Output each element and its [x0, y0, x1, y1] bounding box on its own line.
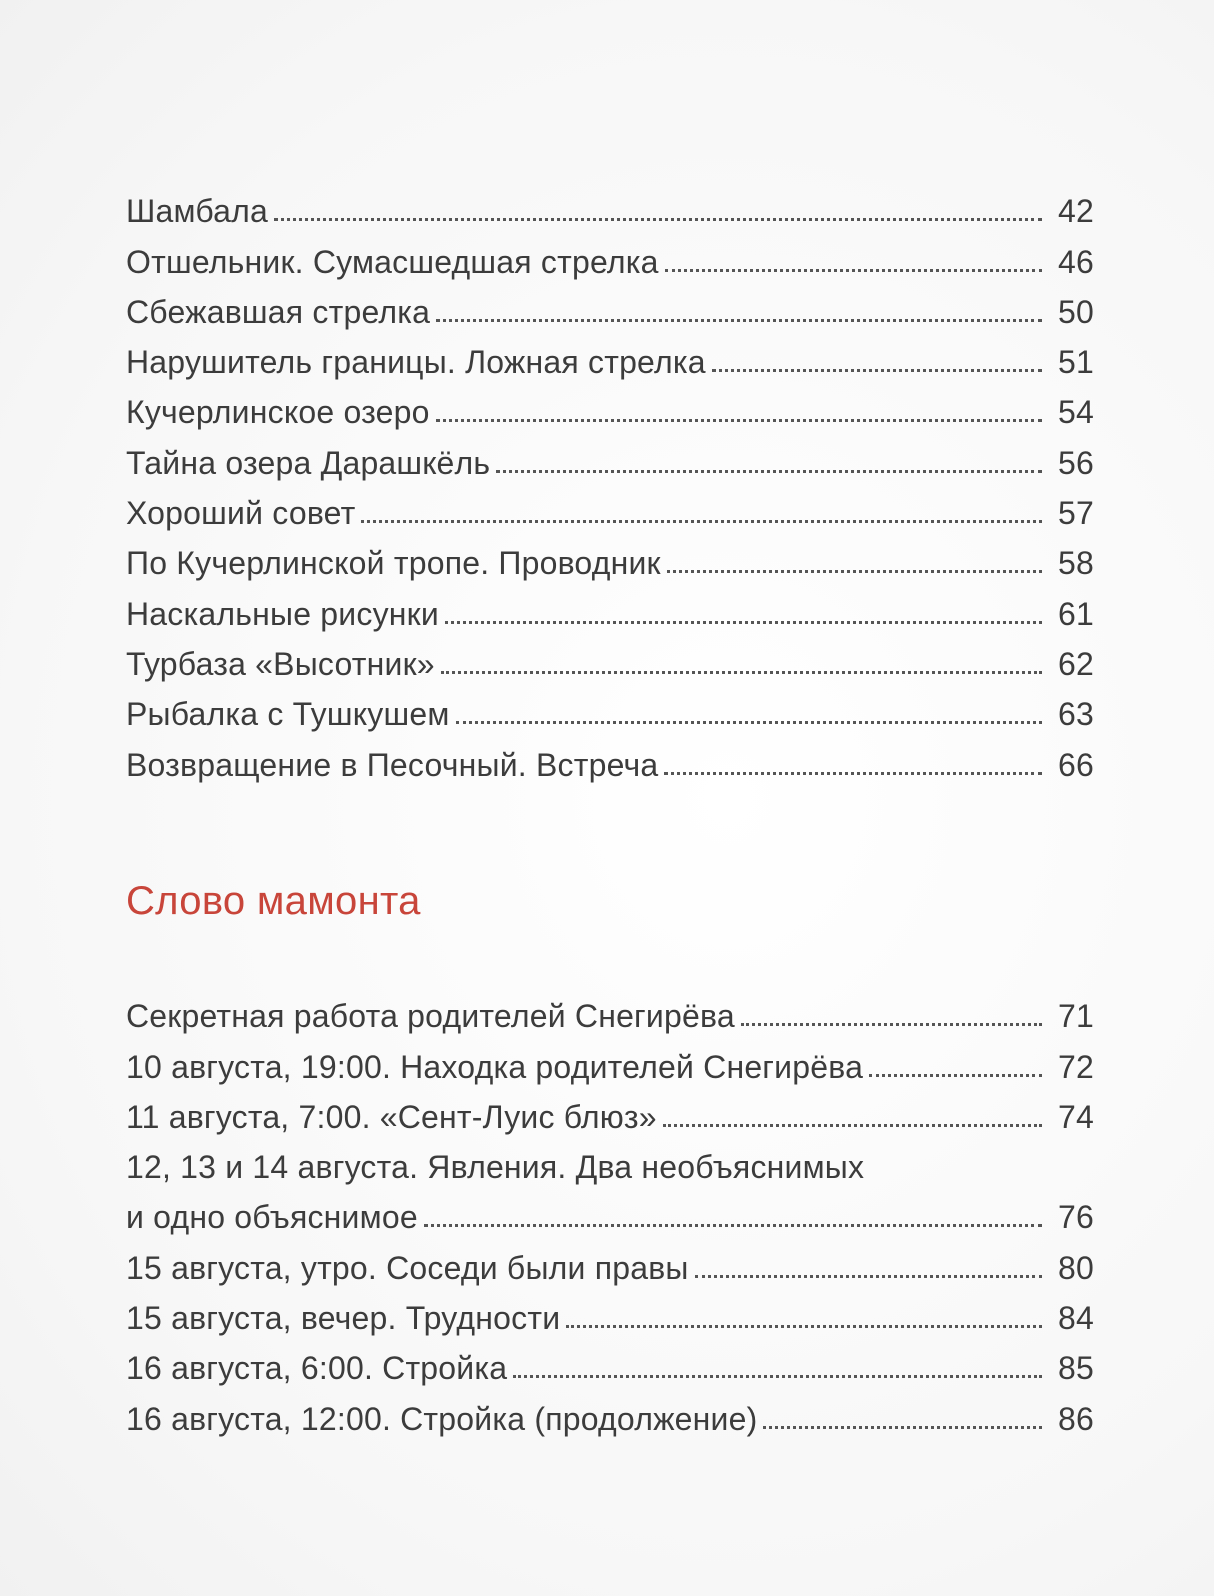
toc-entry-title: По Кучерлинской тропе. Проводник [126, 545, 661, 582]
toc-entry-title: Тайна озера Дарашкёль [126, 444, 491, 481]
toc-entry[interactable] [126, 633, 1094, 683]
toc-entry-page: 84 [1058, 1300, 1094, 1337]
dot-leader [663, 1124, 1042, 1127]
toc-entry-title: Шамбала [126, 193, 269, 230]
toc-entry-title: Наскальные рисунки [126, 595, 439, 632]
toc-entry-page: 86 [1058, 1400, 1094, 1437]
toc-entry-title: Хороший совет [126, 495, 356, 532]
toc-entry-page: 42 [1058, 193, 1094, 230]
dot-leader [445, 621, 1042, 624]
dot-leader [513, 1375, 1042, 1378]
toc-entry-title: 15 августа, вечер. Трудности [126, 1300, 561, 1337]
dot-leader [869, 1074, 1042, 1077]
toc-entry[interactable] [126, 683, 1094, 733]
toc-entry[interactable] [126, 582, 1094, 632]
toc-entry-page: 62 [1058, 645, 1094, 682]
toc-entry-page: 63 [1058, 696, 1094, 733]
toc-entry-title: Секретная работа родителей Снегирёва [126, 998, 735, 1035]
table-of-contents-part2 [126, 985, 1094, 1438]
toc-entry-title: Возвращение в Песочный. Встреча [126, 746, 659, 783]
toc-entry[interactable] [126, 482, 1094, 532]
toc-entry-page: 72 [1058, 1048, 1094, 1085]
dot-leader [436, 419, 1042, 422]
table-of-contents-part1 [126, 180, 1094, 784]
toc-entry-title: 16 августа, 12:00. Стройка (продолжение) [126, 1400, 758, 1437]
dot-leader [441, 671, 1042, 674]
toc-entry[interactable] [126, 532, 1094, 582]
toc-entry-page: 76 [1058, 1199, 1094, 1236]
toc-entry-page: 50 [1058, 293, 1094, 330]
toc-entry[interactable] [126, 281, 1094, 331]
toc-entry-first-line[interactable] [126, 1136, 1094, 1186]
toc-entry-title: Сбежавшая стрелка [126, 293, 431, 330]
dot-leader [695, 1275, 1042, 1278]
dot-leader [712, 369, 1042, 372]
dot-leader [361, 520, 1042, 523]
toc-entry[interactable] [126, 985, 1094, 1035]
dot-leader [274, 218, 1042, 221]
toc-entry[interactable] [126, 1086, 1094, 1136]
dot-leader [496, 470, 1042, 473]
toc-entry-title: 10 августа, 19:00. Находка родителей Снегирёва [126, 1048, 864, 1085]
toc-entry-page: 74 [1058, 1098, 1094, 1135]
toc-entry[interactable] [126, 180, 1094, 230]
toc-entry-page: 85 [1058, 1350, 1094, 1387]
toc-entry[interactable] [126, 230, 1094, 280]
toc-entry[interactable] [126, 1337, 1094, 1387]
dot-leader [664, 772, 1042, 775]
toc-entry-title: 15 августа, утро. Соседи были правы [126, 1249, 689, 1286]
dot-leader [763, 1426, 1042, 1429]
section-heading: Слово мамонта [126, 879, 421, 923]
toc-entry-page: 58 [1058, 545, 1094, 582]
toc-entry[interactable] [126, 1236, 1094, 1286]
toc-entry-page: 57 [1058, 495, 1094, 532]
toc-entry-page: 66 [1058, 746, 1094, 783]
toc-entry-title: Нарушитель границы. Ложная стрелка [126, 344, 706, 381]
toc-entry[interactable] [126, 431, 1094, 481]
toc-entry-page: 51 [1058, 344, 1094, 381]
dot-leader [456, 721, 1042, 724]
toc-entry-title: Рыбалка с Тушкушем [126, 696, 450, 733]
toc-entry-title: 11 августа, 7:00. «Сент-Луис блюз» [126, 1098, 657, 1135]
toc-entry-title: Отшельник. Сумасшедшая стрелка [126, 243, 659, 280]
toc-entry-page: 56 [1058, 444, 1094, 481]
toc-entry-title: и одно объяснимое [126, 1199, 418, 1236]
toc-entry[interactable] [126, 733, 1094, 783]
toc-entry-page: 71 [1058, 998, 1094, 1035]
dot-leader [424, 1224, 1042, 1227]
toc-entry-page: 46 [1058, 243, 1094, 280]
toc-entry[interactable] [126, 381, 1094, 431]
dot-leader [566, 1325, 1042, 1328]
toc-entry-title: Кучерлинское озеро [126, 394, 430, 431]
toc-entry-continuation[interactable] [126, 1186, 1094, 1236]
toc-entry[interactable] [126, 331, 1094, 381]
toc-entry-page: 54 [1058, 394, 1094, 431]
toc-entry-page: 61 [1058, 595, 1094, 632]
toc-entry[interactable] [126, 1387, 1094, 1437]
dot-leader [741, 1023, 1042, 1026]
toc-entry-title-line1: 12, 13 и 14 августа. Явления. Два необъяснимых [126, 1149, 865, 1186]
dot-leader [665, 269, 1042, 272]
toc-entry[interactable] [126, 1035, 1094, 1085]
dot-leader [667, 570, 1042, 573]
toc-entry[interactable] [126, 1287, 1094, 1337]
toc-entry-title: Турбаза «Высотник» [126, 645, 435, 682]
toc-entry-page: 80 [1058, 1249, 1094, 1286]
dot-leader [436, 319, 1042, 322]
toc-entry-title: 16 августа, 6:00. Стройка [126, 1350, 508, 1387]
